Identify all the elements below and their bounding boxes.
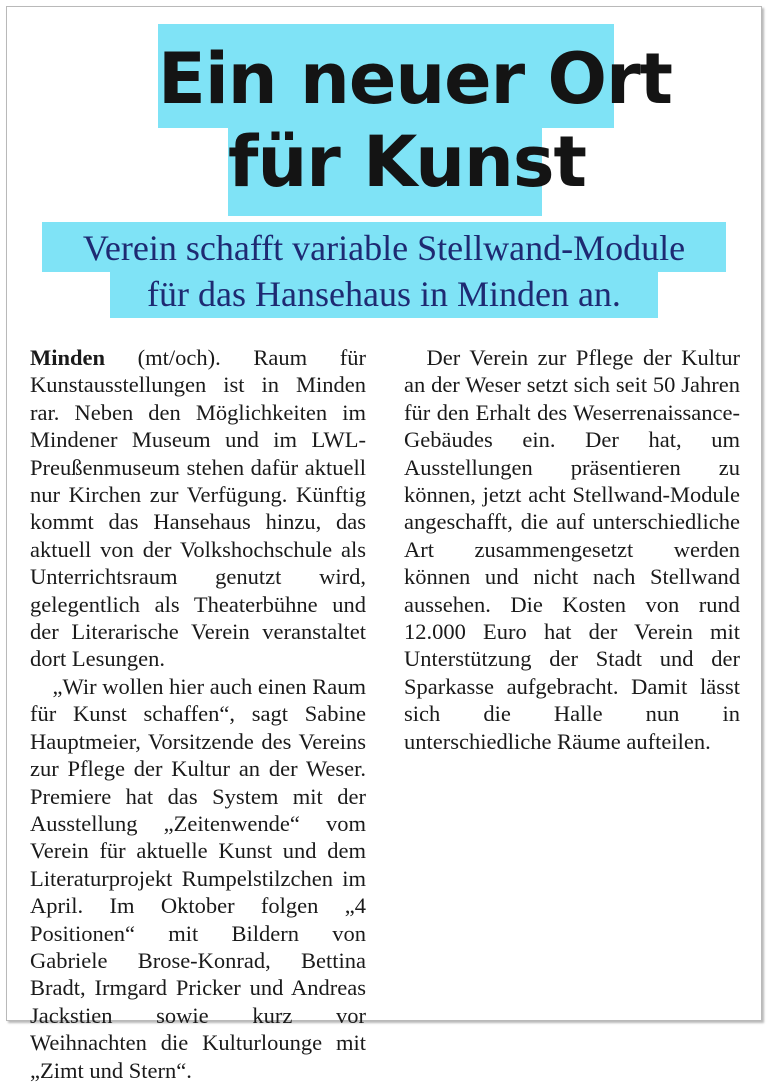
subheadline-line-2: für das Hansehaus in Minden an. (110, 270, 658, 318)
article-paragraph-2: „Wir wollen hier auch einen Raum für Kunst schaffen“, sagt Sabine Hauptmeier, Vorsitzende des Vereins zur Pflege der Kultur an der Weser. Premiere hat das System mit der Ausstellung „Zeitenwende“ vom Verein für aktuelle Kunst und dem Literaturprojekt Rumpelstilzchen im April. Im Oktober folgen „4 Positionen“ mit Bildern von Gabriele Brose-Konrad, Bettina Bradt, Irmgard Pricker und Andreas Jackstien sowie kurz vor Weihnachten die Kulturlounge mit „Zimt und Stern“. (30, 673, 366, 1083)
article-paragraph-1 (30, 344, 366, 673)
article-column-left (30, 344, 366, 1084)
article-column-right (404, 344, 740, 1084)
subheadline-line-1: Verein schafft variable Stellwand-Module (42, 222, 726, 272)
article-body (30, 344, 740, 1084)
dateline-city: Minden (30, 345, 106, 370)
headline-line-2: für Kunst (228, 121, 542, 216)
headline-line-1: Ein neuer Ort (158, 24, 614, 128)
article-paragraph-3: Der Verein zur Pflege der Kultur an der Weser setzt sich seit 50 Jahren für den Erhalt des Weserrenaissance-Gebäudes ein. Der hat, um Ausstellungen präsentieren zu können, jetzt acht Stellwand-Module angeschafft, die auf unterschiedliche Art zusammengesetzt werden können und nicht nach Stellwand aussehen. Die Kosten von rund 12.000 Euro hat der Verein mit Unterstützung der Stadt und der Sparkasse aufgebracht. Damit lässt sich die Halle nun in unterschiedliche Räume aufteilen. (404, 345, 740, 754)
paragraph-1-text: (mt/och). Raum für Kunstausstellungen ist in Minden rar. Neben den Möglichkeiten im Mindener Museum und im LWL-Preußenmuseum stehen dafür aktuell nur Kirchen zur Verfügung. Künftig kommt das Hansehaus hinzu, das aktuell von der Volkshochschule als Unterrichtsraum genutzt wird, gelegentlich als Theaterbühne und der Literarische Verein veranstaltet dort Lesungen. (30, 345, 366, 672)
